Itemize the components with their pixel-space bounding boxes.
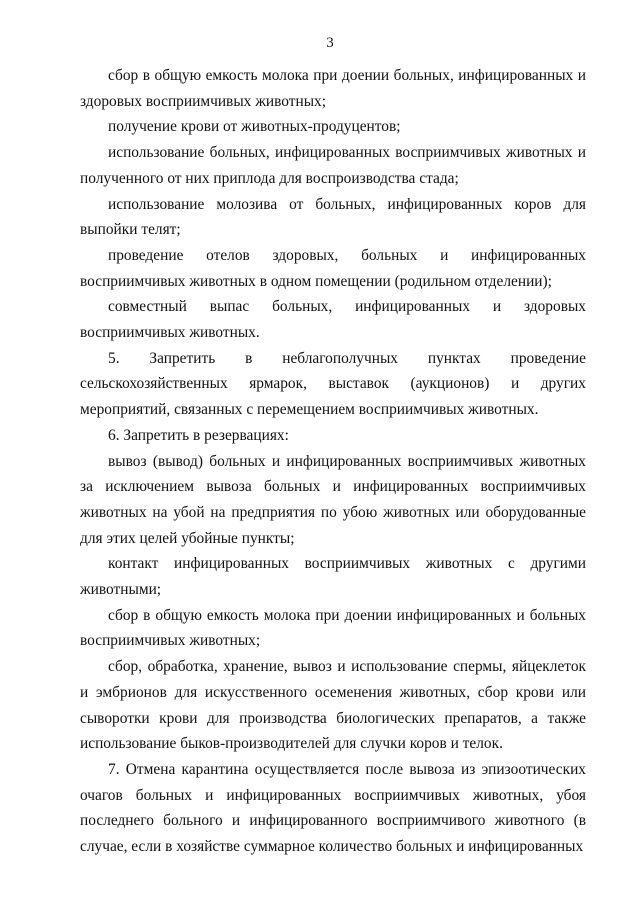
paragraph: использование молозива от больных, инфицированных коров для выпойки телят;	[80, 195, 586, 239]
paragraph: получение крови от животных-продуцентов;	[108, 118, 401, 136]
paragraph: проведение отелов здоровых, больных и инфицированных восприимчивых животных в одном помещении (родильном отделении);	[80, 246, 586, 290]
paragraph: 5. Запретить в неблагополучных пунктах проведение сельскохозяйственных ярмарок, выставок (аукционов) и других мероприятий, связанных с перемещением восприимчивых животных.	[80, 349, 586, 419]
paragraph: сбор в общую емкость молока при доении инфицированных и больных восприимчивых животных;	[80, 606, 586, 650]
paragraph: сбор в общую емкость молока при доении больных, инфицированных и здоровых восприимчивых животных;	[80, 67, 586, 110]
page-number: 3	[326, 35, 334, 51]
paragraph: вывоз (вывод) больных и инфицированных восприимчивых животных за исключением вывоза больных и инфицированных восприимчивых животных на убой на предприятия по убою животных или оборудованные для этих целей убойные пункты;	[80, 452, 586, 547]
document-body	[80, 63, 586, 860]
paragraph: совместный выпас больных, инфицированных и здоровых восприимчивых животных.	[80, 298, 586, 342]
paragraph: сбор, обработка, хранение, вывоз и использование спермы, яйцеклеток и эмбрионов для искусственного осеменения животных, сбор крови или сыворотки крови для производства биологических препаратов, а также использование быков-производителей для случки коров и телок.	[80, 658, 586, 753]
paragraph: 6. Запретить в резервациях:	[108, 426, 289, 444]
paragraph: использование больных, инфицированных восприимчивых животных и полученного от них приплода для воспроизводства стада;	[80, 144, 586, 187]
paragraph: 7. Отмена карантина осуществляется после вывоза из эпизоотических очагов больных и инфицированных восприимчивых животных, убоя последнего больного и инфицированного восприимчивого животного (в случае, если в хозяйстве суммарное количество больных и инфицированных	[80, 760, 586, 856]
paragraph: контакт инфицированных восприимчивых животных с другими животными;	[80, 555, 586, 599]
